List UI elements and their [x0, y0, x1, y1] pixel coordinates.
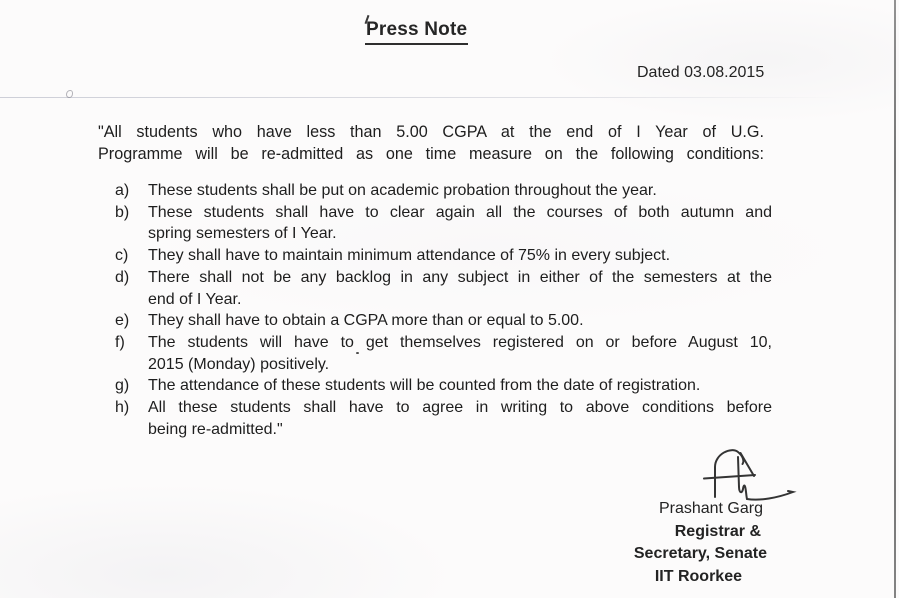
- condition-text: [148, 375, 772, 397]
- condition-item-e: [115, 310, 772, 332]
- signatory-designation: Secretary, Senate: [633, 545, 767, 563]
- condition-text: [148, 332, 772, 375]
- text-line: They shall have to maintain minimum attendance of 75% in every subject.: [148, 247, 671, 265]
- condition-item-a: [115, 180, 772, 202]
- intro-line-2: Programme will be re-admitted as one time measure on the following conditions:: [98, 145, 764, 163]
- signature-block: [565, 498, 767, 588]
- text-line: The students will have to get themselves registered on or before August 10,: [148, 333, 772, 351]
- date-line: Dated 03.08.2015: [637, 64, 765, 81]
- signatory-organization: IIT Roorkee: [654, 567, 742, 585]
- scan-dot-artifact: [356, 352, 359, 354]
- text-line: end of I Year.: [148, 290, 242, 308]
- condition-item-h: [115, 397, 772, 440]
- condition-text: [148, 245, 772, 267]
- text-line: 2015 (Monday) positively.: [148, 355, 330, 373]
- condition-item-f: [115, 332, 772, 375]
- condition-label: b): [115, 203, 130, 221]
- condition-label: d): [115, 268, 130, 286]
- condition-item-b: [115, 202, 772, 245]
- title-block: [365, 19, 468, 45]
- condition-text: [148, 310, 772, 332]
- condition-item-c: [115, 245, 772, 267]
- condition-label: c): [115, 247, 129, 265]
- condition-item-d: [115, 267, 772, 310]
- text-line: The attendance of these students will be counted from the date of registration.: [148, 377, 701, 395]
- text-line: These students shall have to clear again all the courses of both autumn and: [148, 203, 772, 221]
- scan-edge-artifact: [894, 0, 896, 598]
- condition-label: e): [115, 312, 130, 330]
- conditions-list: [115, 180, 772, 440]
- condition-text: [148, 397, 772, 440]
- text-line: spring semesters of I Year.: [148, 225, 337, 243]
- condition-label: g): [115, 377, 130, 395]
- condition-text: [148, 202, 772, 245]
- intro-paragraph: [98, 121, 764, 165]
- scan-artifact-line: [0, 97, 838, 98]
- signatory-designation: Registrar &: [674, 522, 761, 540]
- text-line: There shall not be any backlog in any subject in either of the semesters at the: [148, 268, 772, 286]
- text-line: All these students shall have to agree in writing to above conditions before: [148, 399, 772, 417]
- condition-text: [148, 267, 772, 310]
- condition-text: [148, 180, 772, 202]
- intro-line-1: "All students who have less than 5.00 CGPA at the end of I Year of U.G.: [98, 123, 764, 141]
- condition-item-g: [115, 375, 772, 397]
- condition-label: f): [115, 333, 125, 351]
- text-line: These students shall be put on academic probation throughout the year.: [148, 182, 657, 199]
- page-title: Press Note: [365, 19, 468, 45]
- condition-label: a): [115, 182, 130, 199]
- condition-label: h): [115, 399, 130, 417]
- signatory-name: Prashant Garg: [658, 500, 763, 517]
- text-line: They shall have to obtain a CGPA more than or equal to 5.00.: [148, 312, 584, 330]
- text-line: being re-admitted.": [148, 420, 283, 438]
